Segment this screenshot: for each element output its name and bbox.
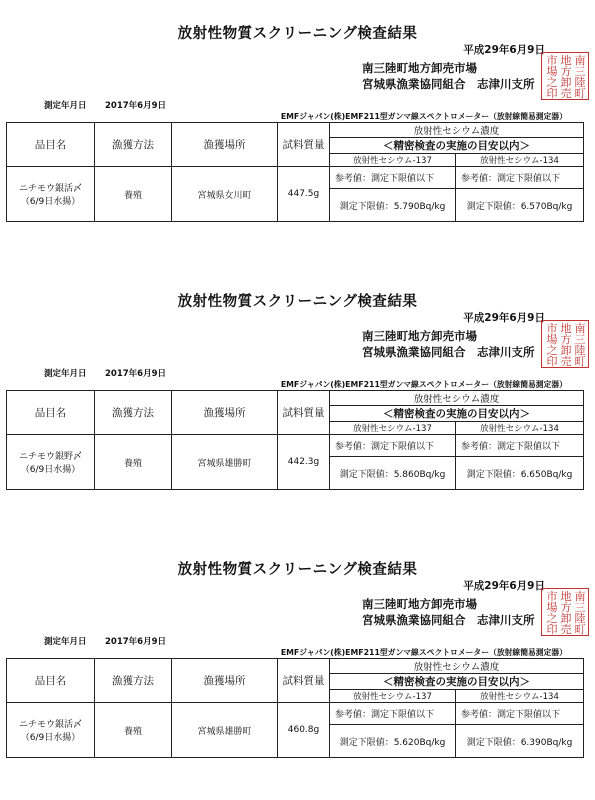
item-name-cell [7, 435, 95, 490]
cs137-reference: 参考値：測定下限値以下 [330, 167, 456, 189]
report-date: 平成29年6月9日 [463, 312, 545, 324]
header-mass: 試料質量 [278, 659, 330, 703]
landing-date: （6/9日水揚） [20, 733, 81, 743]
header-cesium-concentration: 放射性セシウム濃度 [330, 659, 584, 674]
results-table [6, 658, 584, 758]
landing-date: （6/9日水揚） [20, 465, 81, 475]
organization-name: 南三陸町地方卸売市場 [362, 329, 477, 343]
cs137-reference: 参考値：測定下限値以下 [330, 703, 456, 725]
header-item: 品目名 [7, 391, 95, 435]
header-item: 品目名 [7, 123, 95, 167]
measure-date: 2017年6月9日 [105, 637, 166, 647]
results-table [6, 390, 584, 490]
measurement-device: EMFジャパン(株)EMF211型ガンマ線スペクトロメーター（放射線簡易測定器） [280, 112, 567, 121]
header-cs137: 放射性セシウム-137 [330, 422, 456, 435]
header-mass: 試料質量 [278, 123, 330, 167]
item-name-cell [7, 703, 95, 758]
report-title: 放射性物質スクリーニング検査結果 [177, 26, 418, 42]
sample-mass: 447.5g [278, 167, 330, 222]
report-1 [0, 0, 595, 262]
item-name: ニチモウ銀野〆 [18, 452, 82, 462]
official-seal-stamp: 南 三 陸 町 地 方 卸 売 市 場 之 印 [541, 588, 589, 636]
results-table [6, 122, 584, 222]
cs134-reference: 参考値：測定下限値以下 [456, 435, 584, 457]
item-name: ニチモウ銀活〆 [18, 720, 82, 730]
cs137-detection-limit: 測定下限値：5.860Bq/kg [330, 457, 456, 490]
header-method: 漁獲方法 [95, 659, 172, 703]
header-mass: 試料質量 [278, 391, 330, 435]
cs137-detection-limit: 測定下限値：5.790Bq/kg [330, 189, 456, 222]
measurement-device: EMFジャパン(株)EMF211型ガンマ線スペクトロメーター（放射線簡易測定器） [280, 380, 567, 389]
report-title: 放射性物質スクリーニング検査結果 [177, 562, 418, 578]
header-cs134: 放射性セシウム-134 [456, 154, 584, 167]
measure-date-label: 測定年月日 [44, 369, 87, 379]
catch-method: 養殖 [95, 167, 172, 222]
item-name-cell [7, 167, 95, 222]
header-cs134: 放射性セシウム-134 [456, 422, 584, 435]
report-2 [0, 268, 595, 530]
organization-name: 南三陸町地方卸売市場 [362, 597, 477, 611]
report-title: 放射性物質スクリーニング検査結果 [177, 294, 418, 310]
report-date: 平成29年6月9日 [463, 580, 545, 592]
catch-place: 宮城県雄勝町 [172, 703, 278, 758]
sample-mass: 442.3g [278, 435, 330, 490]
header-place: 漁獲場所 [172, 659, 278, 703]
report-date: 平成29年6月9日 [463, 44, 545, 56]
cs137-detection-limit: 測定下限値：5.620Bq/kg [330, 725, 456, 758]
organization-branch: 宮城県漁業協同組合 志津川支所 [362, 345, 535, 359]
item-name: ニチモウ銀活〆 [18, 184, 82, 194]
cs134-detection-limit: 測定下限値：6.650Bq/kg [456, 457, 584, 490]
header-guideline: ＜精密検査の実施の目安以内＞ [330, 674, 584, 690]
official-seal-stamp: 南 三 陸 町 地 方 卸 売 市 場 之 印 [541, 52, 589, 100]
landing-date: （6/9日水揚） [20, 197, 81, 207]
catch-place: 宮城県雄勝町 [172, 435, 278, 490]
header-method: 漁獲方法 [95, 123, 172, 167]
header-guideline: ＜精密検査の実施の目安以内＞ [330, 406, 584, 422]
header-cesium-concentration: 放射性セシウム濃度 [330, 123, 584, 138]
cs137-reference: 参考値：測定下限値以下 [330, 435, 456, 457]
measure-date-label: 測定年月日 [44, 637, 87, 647]
measurement-device: EMFジャパン(株)EMF211型ガンマ線スペクトロメーター（放射線簡易測定器） [280, 648, 567, 657]
header-place: 漁獲場所 [172, 391, 278, 435]
cs134-detection-limit: 測定下限値：6.390Bq/kg [456, 725, 584, 758]
header-cesium-concentration: 放射性セシウム濃度 [330, 391, 584, 406]
catch-method: 養殖 [95, 435, 172, 490]
catch-place: 宮城県女川町 [172, 167, 278, 222]
cs134-reference: 参考値：測定下限値以下 [456, 167, 584, 189]
organization-branch: 宮城県漁業協同組合 志津川支所 [362, 77, 535, 91]
header-cs134: 放射性セシウム-134 [456, 690, 584, 703]
header-item: 品目名 [7, 659, 95, 703]
header-cs137: 放射性セシウム-137 [330, 154, 456, 167]
header-method: 漁獲方法 [95, 391, 172, 435]
organization-branch: 宮城県漁業協同組合 志津川支所 [362, 613, 535, 627]
sample-mass: 460.8g [278, 703, 330, 758]
measure-date-label: 測定年月日 [44, 101, 87, 111]
report-3 [0, 536, 595, 798]
official-seal-stamp: 南 三 陸 町 地 方 卸 売 市 場 之 印 [541, 320, 589, 368]
cs134-reference: 参考値：測定下限値以下 [456, 703, 584, 725]
catch-method: 養殖 [95, 703, 172, 758]
header-guideline: ＜精密検査の実施の目安以内＞ [330, 138, 584, 154]
measure-date: 2017年6月9日 [105, 369, 166, 379]
header-place: 漁獲場所 [172, 123, 278, 167]
header-cs137: 放射性セシウム-137 [330, 690, 456, 703]
measure-date: 2017年6月9日 [105, 101, 166, 111]
organization-name: 南三陸町地方卸売市場 [362, 61, 477, 75]
cs134-detection-limit: 測定下限値：6.570Bq/kg [456, 189, 584, 222]
